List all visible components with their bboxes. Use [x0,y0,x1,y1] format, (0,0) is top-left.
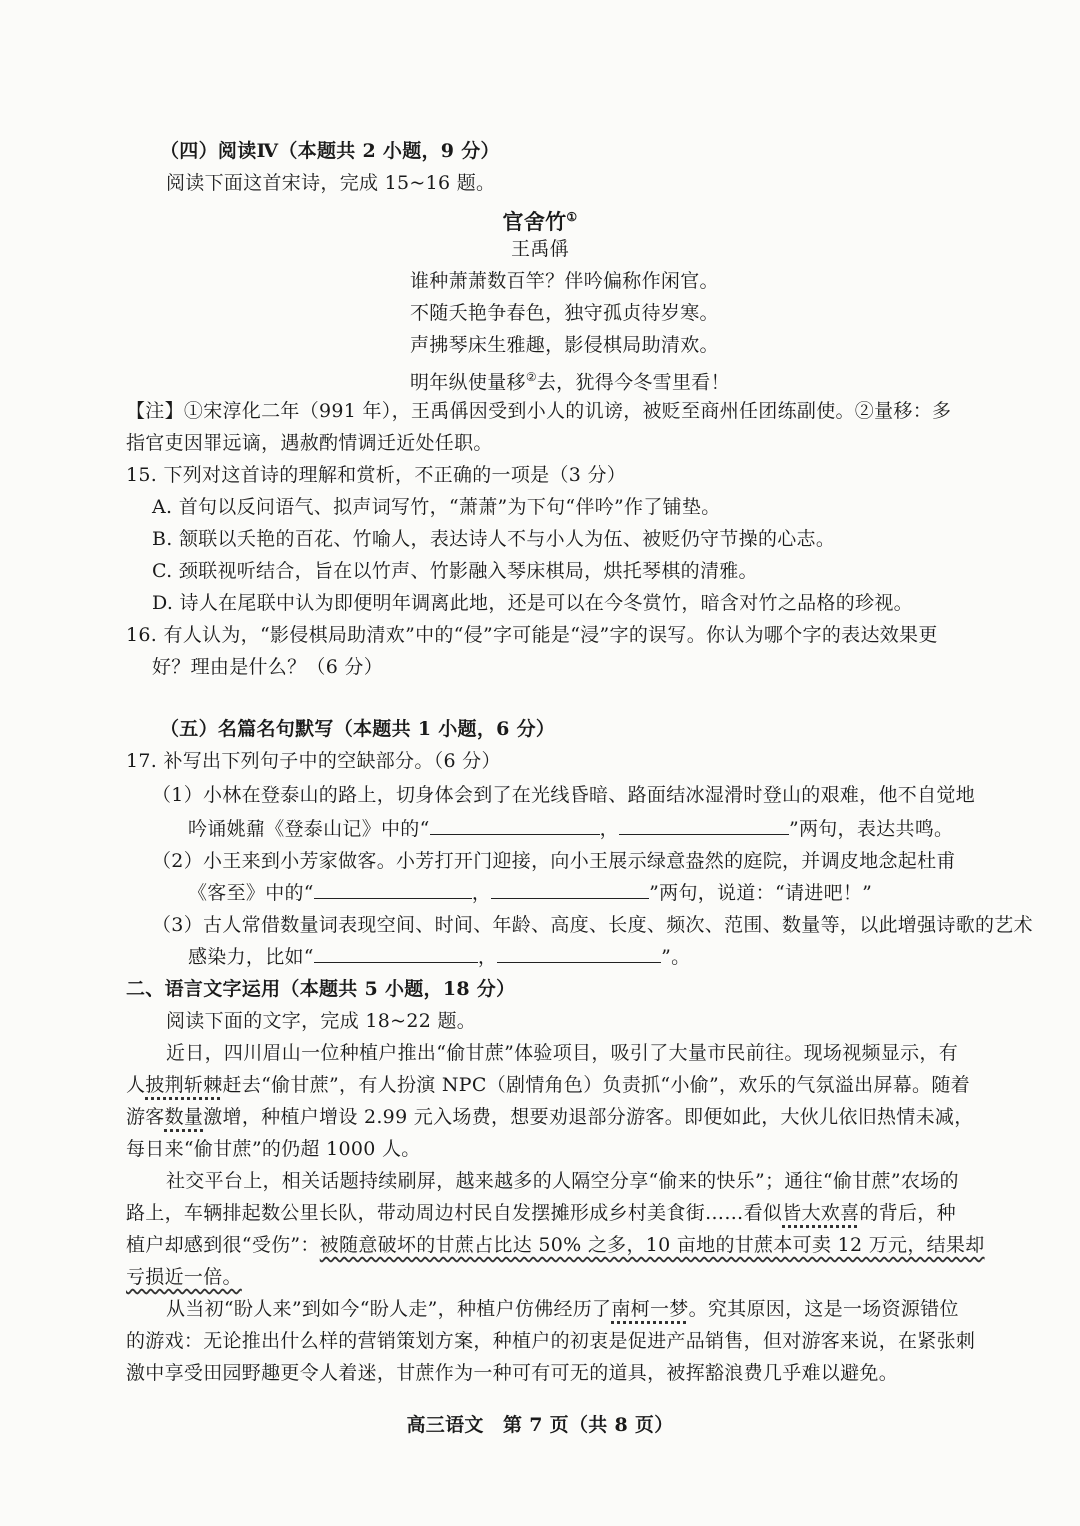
q17-part2-line1: （2）小王来到小芳家做客。小芳打开门迎接，向小王展示绿意盎然的庭院，并调皮地念起杜甫 [152,850,956,872]
answer-blank[interactable] [619,816,789,835]
passage-p2-line2: 路上，车辆排起数公里长队，带动周边村民自发摆摊形成乡村美食街……看似皆大欢喜的背后，种 [126,1202,956,1224]
poem-line-4: 明年纵使量移②去，犹得今冬雪里看！ [410,370,730,394]
q16-line-1: 16. 有人认为，“影侵棋局助清欢”中的“侵”字可能是“浸”字的误写。你认为哪个字的表达效果更 [126,624,938,646]
q16-line-2: 好？理由是什么？（6 分） [152,656,384,678]
q17-part3-line2: 感染力，比如“ ， ”。 [188,946,691,968]
passage-p1-line3: 游客数量激增，种植户增设 2.99 元入场费，想要劝退部分游客。即便如此，大伙儿依旧热情未减， [126,1106,974,1128]
poem-author: 王禹偁 [511,238,569,260]
answer-blank[interactable] [314,880,472,899]
q15-option-d: D. 诗人在尾联中认为即便明年调离此地，还是可以在今冬赏竹，暗含对竹之品格的珍视。 [152,592,913,614]
page-footer: 高三语文 第 7 页（共 8 页） [406,1414,674,1436]
part2-instruction: 阅读下面的文字，完成 18~22 题。 [166,1010,477,1032]
emphasis-皆大欢喜: 皆大欢喜 [782,1202,860,1224]
passage-p1-line4: 每日来“偷甘蔗”的仍超 1000 人。 [126,1138,421,1160]
poem-line-2: 不随夭艳争春色，独守孤贞待岁寒。 [410,302,719,324]
emphasis-南柯一梦: 南柯一梦 [611,1298,689,1320]
part2-heading: 二、语言文字运用（本题共 5 小题，18 分） [126,978,516,1000]
q15-option-c: C. 颈联视听结合，旨在以竹声、竹影融入琴床棋局，烘托琴棋的清雅。 [152,560,758,582]
answer-blank[interactable] [314,944,478,963]
notes-line-1: 【注】①宋淳化二年（991 年），王禹偁因受到小人的讥谤，被贬至商州任团练副使。②量移：多 [126,400,952,422]
q15-option-a: A. 首句以反问语气、拟声词写竹，“萧萧”为下句“伴吟”作了铺垫。 [152,496,721,518]
answer-blank[interactable] [430,816,600,835]
wavy-underlined-sentence-end: 亏损近一倍。 [126,1266,242,1288]
emphasis-披荆斩棘: 披荆斩棘 [145,1074,223,1096]
wavy-underlined-sentence: 被随意破坏的甘蔗占比达 50% 之多，10 亩地的甘蔗本可卖 12 万元，结果却 [319,1234,985,1256]
passage-p1-line1: 近日，四川眉山一位种植户推出“偷甘蔗”体验项目，吸引了大量市民前往。现场视频显示，有 [166,1042,959,1064]
poem-line-1: 谁种萧萧数百竿？伴吟偏称作闲官。 [410,270,719,292]
passage-p2-line1: 社交平台上，相关话题持续刷屏，越来越多的人隔空分享“偷来的快乐”；通往“偷甘蔗”农场的 [166,1170,959,1192]
q17-part3-line1: （3）古人常借数量词表现空间、时间、年龄、高度、长度、频次、范围、数量等，以此增强诗歌的艺术 [152,914,1033,936]
q17-part2-line2: 《客至》中的“ ， ”两句，说道：“请进吧！” [188,882,873,904]
q15-option-b: B. 颔联以夭艳的百花、竹喻人，表达诗人不与小人为伍、被贬仍守节操的心志。 [152,528,836,550]
section4-instruction: 阅读下面这首宋诗，完成 15~16 题。 [166,172,496,194]
passage-p3-line3: 激中享受田园野趣更令人着迷，甘蔗作为一种可有可无的道具，被挥豁浪费几乎难以避免。 [126,1362,899,1384]
q17-part1-line1: （1）小林在登泰山的路上，切身体会到了在光线昏暗、路面结冰湿滑时登山的艰难，他不自觉地 [152,784,975,806]
section4-heading: （四）阅读Ⅳ（本题共 2 小题，9 分） [160,140,500,162]
poem-line-3: 声拂琴床生雅趣，影侵棋局助清欢。 [410,334,719,356]
passage-p3-line1: 从当初“盼人来”到如今“盼人走”，种植户仿佛经历了南柯一梦。究其原因，这是一场资源错位 [166,1298,959,1320]
passage-p3-line2: 的游戏：无论推出什么样的营销策划方案，种植户的初衷是促进产品销售，但对游客来说，在紧张刺 [126,1330,976,1352]
passage-p1-line2: 人披荆斩棘赶去“偷甘蔗”，有人扮演 NPC（剧情角色）负责抓“小偷”，欢乐的气氛溢出屏幕。随着 [126,1074,970,1096]
passage-p2-line4 [126,1264,242,1290]
notes-line-2: 指官吏因罪远谪，遇赦酌情调迁近处任职。 [126,432,493,454]
section5-heading: （五）名篇名句默写（本题共 1 小题，6 分） [160,718,556,740]
passage-p2-line3: 植户却感到很“受伤”：被随意破坏的甘蔗占比达 50% 之多，10 亩地的甘蔗本可卖 12 万元，结果却 [126,1234,985,1256]
answer-blank[interactable] [497,944,661,963]
q17-stem: 17. 补写出下列句子中的空缺部分。（6 分） [126,750,501,772]
q15-stem: 15. 下列对这首诗的理解和赏析，不正确的一项是（3 分） [126,464,627,486]
emphasis-数量: 数量 [164,1106,204,1128]
poem-title: 官舍竹① [502,209,578,234]
answer-blank[interactable] [491,880,649,899]
q17-part1-line2: 吟诵姚鼐《登泰山记》中的“ ， ”两句，表达共鸣。 [188,818,954,840]
